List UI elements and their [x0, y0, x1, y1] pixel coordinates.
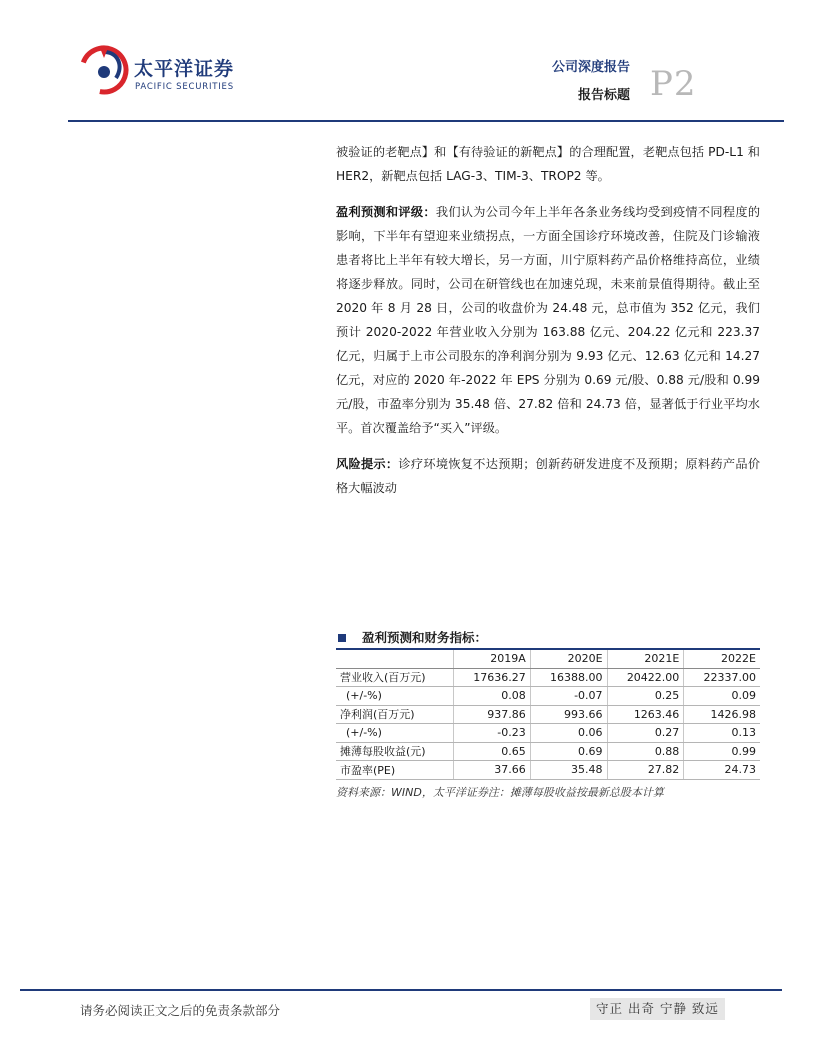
- column-header: 2020E: [530, 650, 607, 668]
- table-cell: 0.13: [684, 724, 760, 743]
- table-cell: -0.23: [453, 724, 530, 743]
- table-source-note: 资料来源：WIND，太平洋证券注：摊薄每股收益按最新总股本计算: [336, 785, 664, 799]
- table-cell: 20422.00: [607, 668, 684, 687]
- table-cell: 0.88: [607, 742, 684, 761]
- row-label: 净利润(百万元): [336, 705, 453, 724]
- paragraph-risk: [336, 452, 760, 500]
- table-row: [336, 705, 760, 724]
- table-cell: 0.06: [530, 724, 607, 743]
- financial-table-block: [336, 628, 760, 800]
- table-title: [336, 628, 760, 650]
- row-label: 摊薄每股收益(元): [336, 742, 453, 761]
- paragraph-forecast: [336, 200, 760, 440]
- table-cell: 0.08: [453, 687, 530, 706]
- table-row: [336, 742, 760, 761]
- body-content: [336, 140, 760, 512]
- logo-emblem-icon: [78, 44, 130, 96]
- table-cell: 0.09: [684, 687, 760, 706]
- column-header: [336, 650, 453, 668]
- paragraph-targets: 被验证的老靶点】和【有待验证的新靶点】的合理配置，老靶点包括 PD-L1 和 HER2，新靶点包括 LAG-3、TIM-3、TROP2 等。: [336, 145, 760, 183]
- footer-disclaimer: 请务必阅读正文之后的免责条款部分: [80, 1003, 281, 1018]
- table-cell: 0.25: [607, 687, 684, 706]
- logo-english-name: PACIFIC SECURITIES: [135, 82, 234, 92]
- column-header: 2021E: [607, 650, 684, 668]
- table-cell: 0.99: [684, 742, 760, 761]
- footer-divider: [20, 989, 782, 991]
- logo-chinese-name: 太平洋证券: [134, 58, 235, 80]
- row-label: 营业收入(百万元): [336, 668, 453, 687]
- table-cell: 0.65: [453, 742, 530, 761]
- table-cell: 22337.00: [684, 668, 760, 687]
- table-cell: 35.48: [530, 761, 607, 780]
- forecast-label: 盈利预测和评级：: [336, 205, 436, 219]
- row-label: (+/-%): [336, 724, 453, 743]
- column-header: 2019A: [453, 650, 530, 668]
- table-cell: 24.73: [684, 761, 760, 780]
- table-cell: 937.86: [453, 705, 530, 724]
- table-cell: 1263.46: [607, 705, 684, 724]
- table-row: [336, 724, 760, 743]
- table-row: [336, 761, 760, 780]
- report-type: 公司深度报告: [551, 60, 630, 75]
- footer-motto: 守正 出奇 宁静 致远: [590, 998, 725, 1020]
- table-cell: -0.07: [530, 687, 607, 706]
- page-number: P2: [650, 64, 697, 104]
- page-header: [0, 0, 816, 122]
- table-cell: 1426.98: [684, 705, 760, 724]
- column-header: 2022E: [684, 650, 760, 668]
- table-header-row: [336, 650, 760, 668]
- company-logo: [78, 44, 248, 104]
- table-cell: 27.82: [607, 761, 684, 780]
- table-cell: 993.66: [530, 705, 607, 724]
- report-title: 报告标题: [577, 88, 630, 103]
- risk-text: 诊疗环境恢复不达预期；创新药研发进度不及预期；原料药产品价格大幅波动: [336, 457, 761, 495]
- table-cell: 16388.00: [530, 668, 607, 687]
- row-label: (+/-%): [336, 687, 453, 706]
- table-row: [336, 668, 760, 687]
- table-cell: 0.69: [530, 742, 607, 761]
- table-cell: 17636.27: [453, 668, 530, 687]
- row-label: 市盈率(PE): [336, 761, 453, 780]
- forecast-text: 我们认为公司今年上半年各条业务线均受到疫情不同程度的影响，下半年有望迎来业绩拐点，一方面全国诊疗环境改善，住院及门诊输液患者将比上半年有较大增长，另一方面，川宁原料药产品价格维持高位，业绩将逐步释放。同时，公司在研管线也在加速兑现，未来前景值得期待。截止至 2020 年 8 月 28 日，公司的收盘价为 24.48 元，总市值为 352 亿元，我们预计 2020-2022 年营业收入分别为 163.88 亿元、204.22 亿元和 223.37 亿元，归属于上市公司股东的净利润分别为 9.93 亿元、12.63 亿元和 14.27 亿元，对应的 2020 年-2022 年 EPS 分别为 0.69 元/股、0.88 元/股和 0.99 元/股，市盈率分别为 35.48 倍、27.82 倍和 24.73 倍，显著低于行业平均水平。首次覆盖给予“买入”评级。: [336, 205, 761, 435]
- table-title-text: 盈利预测和财务指标：: [362, 630, 488, 645]
- table-cell: 37.66: [453, 761, 530, 780]
- table-row: [336, 687, 760, 706]
- table-cell: 0.27: [607, 724, 684, 743]
- header-divider: [68, 120, 784, 122]
- square-bullet-icon: [338, 634, 346, 642]
- risk-label: 风险提示：: [336, 457, 399, 471]
- financial-table: [336, 650, 760, 780]
